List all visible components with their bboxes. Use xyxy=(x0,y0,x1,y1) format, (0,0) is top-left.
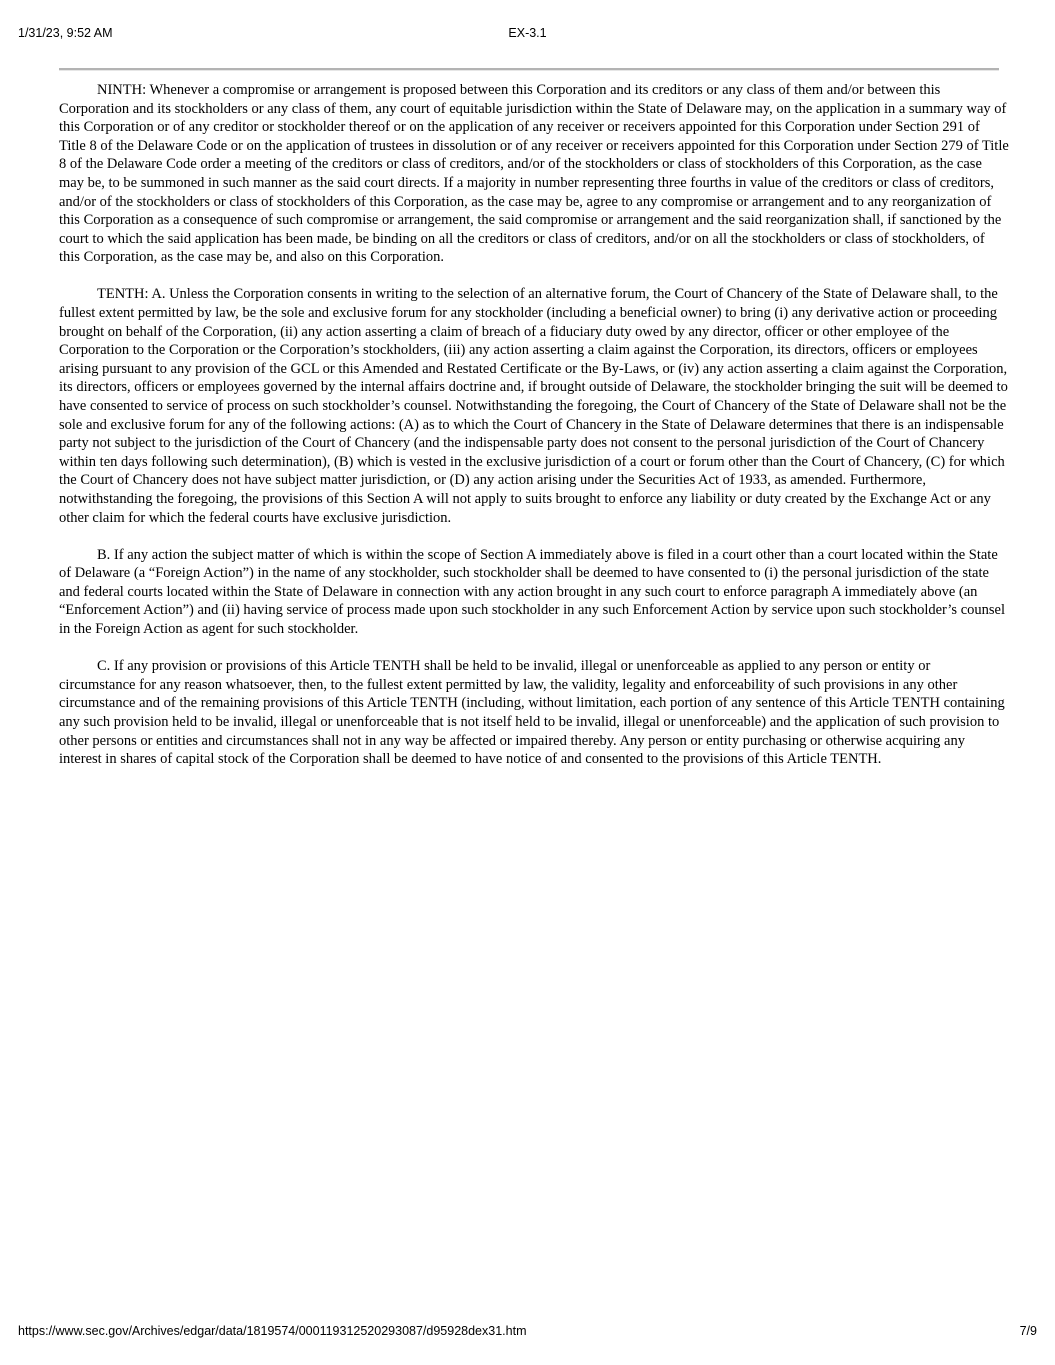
print-header xyxy=(18,26,1037,42)
document-title: EX-3.1 xyxy=(508,26,547,40)
print-timestamp: 1/31/23, 9:52 AM xyxy=(18,26,113,40)
print-footer xyxy=(18,1324,1037,1340)
source-url: https://www.sec.gov/Archives/edgar/data/1819574/000119312520293087/d95928dex31.htm xyxy=(18,1324,527,1338)
article-tenth-section-a-paragraph: TENTH: A. Unless the Corporation consents in writing to the selection of an alternative forum, the Court of Chancery of the State of Delaware shall, to the fullest extent permitted by law, be the sole and exclusive forum for any stockholder (including a beneficial owner) to bring (i) any derivative action or proceeding brought on behalf of the Corporation, (ii) any action asserting a claim of breach of a fiduciary duty owed by any director, officer or other employee of the Corporation to the Corporation or the Corporation’s stockholders, (iii) any action asserting a claim against the Corporation, its directors, officers or employees arising pursuant to any provision of the GCL or this Amended and Restated Certificate or the By-Laws, or (iv) any action asserting a claim against the Corporation, its directors, officers or employees governed by the internal affairs doctrine and, if brought outside of Delaware, the stockholder bringing the suit will be deemed to have consented to service of process on such stockholder’s counsel. Notwithstanding the foregoing, the Court of Chancery of the State of Delaware shall not be the sole and exclusive forum for any of the following actions: (A) as to which the Court of Chancery in the State of Delaware determines that there is an indispensable party not subject to the jurisdiction of the Court of Chancery (and the indispensable party does not consent to the personal jurisdiction of the Court of Chancery within ten days following such determination), (B) which is vested in the exclusive jurisdiction of a court or forum other than the Court of Chancery, (C) for which the Court of Chancery does not have subject matter jurisdiction, or (D) any action arising under the Securities Act of 1933, as amended. Furthermore, notwithstanding the foregoing, the provisions of this Section A will not apply to suits brought to enforce any liability or duty created by the Exchange Act or any other claim for which the federal courts have exclusive jurisdiction. xyxy=(59,286,1008,526)
article-tenth-section-b-paragraph: B. If any action the subject matter of which is within the scope of Section A immediately above is filed in a court other than a court located within the State of Delaware (a “Foreign Action”) in the name of any stockholder, such stockholder shall be deemed to have consented to (i) the personal jurisdiction of the state and federal courts located within the State of Delaware in connection with any action brought in any such court to enforce paragraph A immediately above (an “Enforcement Action”) and (ii) having service of process made upon such stockholder in any such Enforcement Action by service upon such stockholder’s counsel in the Foreign Action as agent for such stockholder. xyxy=(59,546,1005,638)
document-body xyxy=(59,81,1009,787)
horizontal-rule xyxy=(59,68,999,71)
article-ninth-paragraph: NINTH: Whenever a compromise or arrangement is proposed between this Corporation and its creditors or any class of them and/or between this Corporation and its stockholders or any class of them, any court of equitable jurisdiction within the State of Delaware may, on the application in a summary way of this Corporation or of any creditor or stockholder thereof or on the application of any receiver or receivers appointed for this Corporation under Section 291 of Title 8 of the Delaware Code or on the application of trustees in dissolution or of any receiver or receivers appointed for this Corporation under Section 279 of Title 8 of the Delaware Code order a meeting of the creditors or class of creditors, and/or of the stockholders or class of stockholders of this Corporation, as the case may be, to be summoned in such manner as the said court directs. If a majority in number representing three fourths in value of the creditors or class of creditors, and/or of the stockholders or class of stockholders of this Corporation, as the case may be, agree to any compromise or arrangement and to any reorganization of this Corporation as a consequence of such compromise or arrangement, the said compromise or arrangement and the said reorganization shall, if sanctioned by the court to which the said application has been made, be binding on all the creditors or class of creditors, and/or on all the stockholders or class of stockholders, of this Corporation, as the case may be, and also on this Corporation. xyxy=(59,82,1009,266)
page-number: 7/9 xyxy=(1019,1324,1037,1338)
article-tenth-section-c-paragraph: C. If any provision or provisions of this Article TENTH shall be held to be invalid, illegal or unenforceable as applied to any person or entity or circumstance for any reason whatsoever, then, to the fullest extent permitted by law, the validity, legality and enforceability of such provisions in any other circumstance and of the remaining provisions of this Article TENTH (including, without limitation, each portion of any sentence of this Article TENTH containing any such provision held to be invalid, illegal or unenforceable that is not itself held to be invalid, illegal or unenforceable) and the application of such provision to other persons or entities and circumstances shall not in any way be affected or impaired thereby. Any person or entity purchasing or otherwise acquiring any interest in shares of capital stock of the Corporation shall be deemed to have notice of and consented to the provisions of this Article TENTH. xyxy=(59,658,1005,768)
